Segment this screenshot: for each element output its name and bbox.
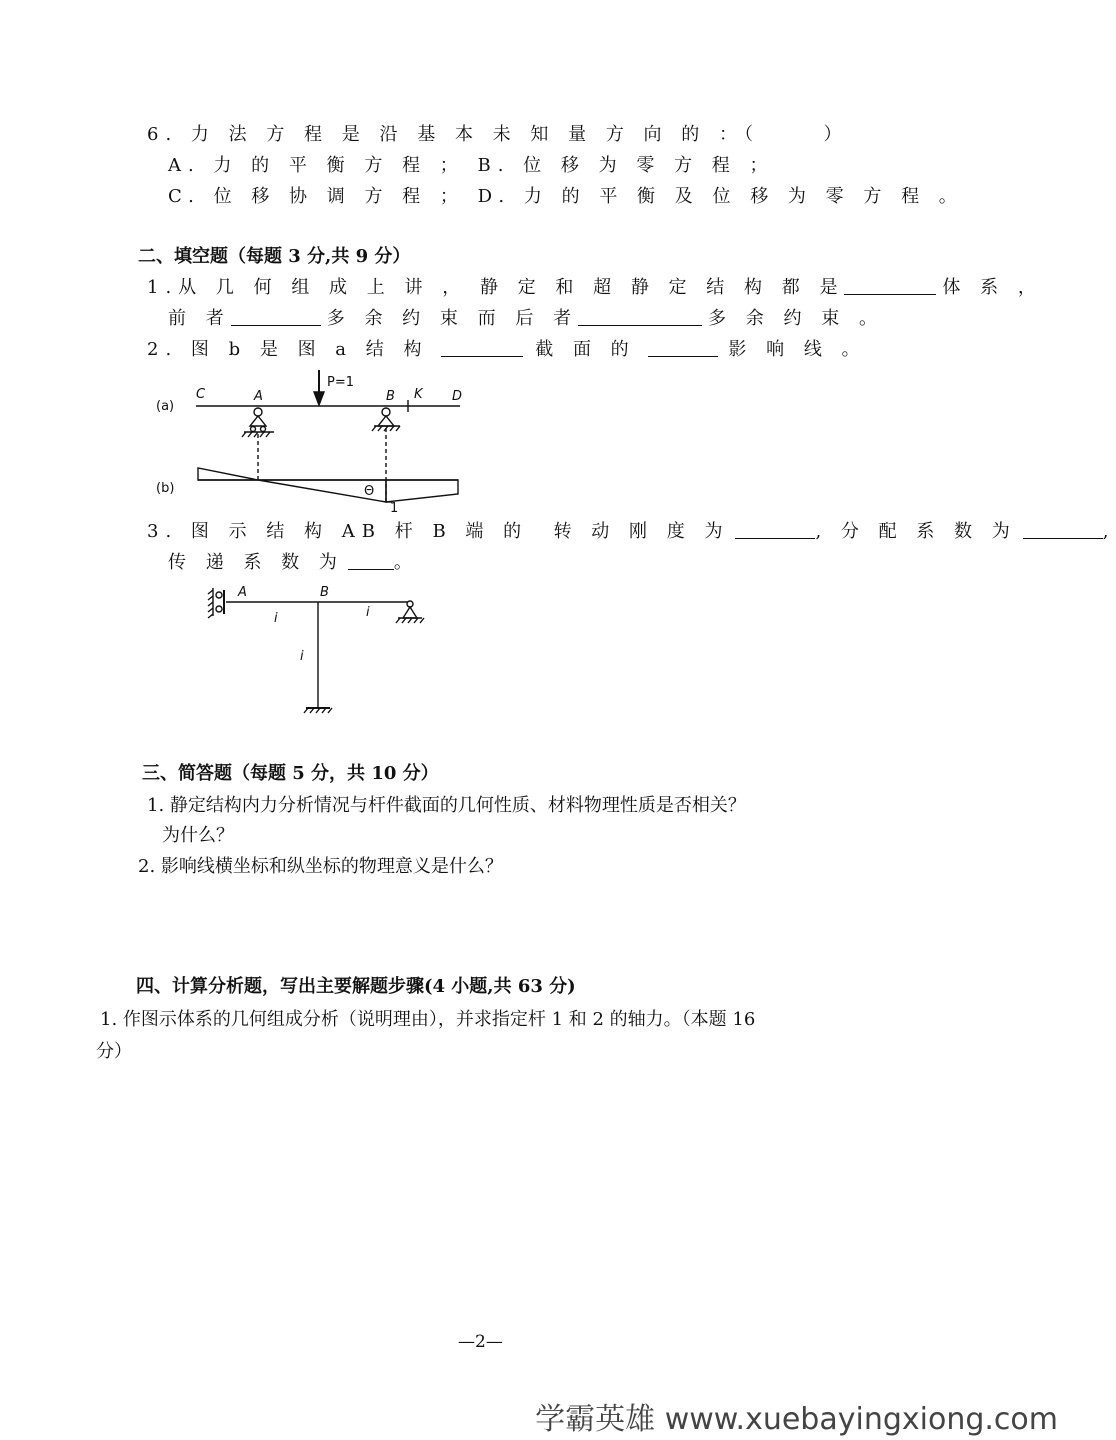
support-a-triangle xyxy=(250,416,266,426)
q6-option-a: A. 力 的 平 衡 方 程 ； xyxy=(168,155,465,176)
clamp-a-roller-top xyxy=(216,592,222,598)
s2-q1-text-a: 1.从 几 何 组 成 上 讲 ， 静 定 和 超 静 定 结 构 都 是 xyxy=(147,277,845,298)
s2-q3-line1 xyxy=(147,521,1116,543)
s2-q3-blank1 xyxy=(735,522,815,539)
q6-option-d: D. 力 的 平 衡 及 位 移 为 零 方 程 。 xyxy=(477,186,964,207)
label-k: K xyxy=(414,387,423,402)
s2-q1-line1 xyxy=(147,277,1043,299)
frame-label-a: A xyxy=(238,585,247,600)
label-p: P=1 xyxy=(327,375,355,390)
s2-q2-text-c: 影 响 线 。 xyxy=(728,339,867,360)
label-c: C xyxy=(196,387,206,402)
page-number: —2— xyxy=(458,1332,503,1352)
s3-q1-line1: 1. 静定结构内力分析情况与杆件截面的几何性质、材料物理性质是否相关？ xyxy=(147,795,746,816)
right-support-triangle xyxy=(403,607,417,618)
s2-q3-blank2 xyxy=(1023,522,1103,539)
frame-label-i1: i xyxy=(274,611,278,626)
q6-stem: 6. 力 法 方 程 是 沿 基 本 未 知 量 方 向 的 ：（ ） xyxy=(147,124,849,145)
s2-q3-text-c: , xyxy=(1102,521,1116,542)
fig-a-label: (a) xyxy=(156,399,175,414)
section2-title: 二、填空题（每题 3 分,共 9 分） xyxy=(138,246,411,267)
s2-q1-blank3 xyxy=(578,309,702,326)
support-a-pin xyxy=(254,408,262,416)
q6-options-ab xyxy=(168,155,775,177)
fig-b-label: (b) xyxy=(156,481,175,496)
s2-q2-blank2 xyxy=(648,340,718,357)
s4-q1-line1: 1. 作图示体系的几何组成分析（说明理由），并求指定杆 1 和 2 的轴力。（本题 16 xyxy=(100,1009,756,1030)
s2-q2-line xyxy=(147,339,867,361)
frame-label-i3: i xyxy=(300,649,304,664)
watermark: 学霸英雄 www.xuebayingxiong.com xyxy=(535,1402,1058,1437)
right-support-hatch xyxy=(396,618,424,623)
il-right-region xyxy=(386,480,458,502)
q6-options-cd xyxy=(168,186,964,208)
influence-line-figure xyxy=(140,362,480,518)
s3-q2: 2. 影响线横坐标和纵坐标的物理意义是什么？ xyxy=(138,856,503,877)
s3-q1-line2: 为什么？ xyxy=(162,825,234,846)
support-a-roller-right xyxy=(261,427,266,432)
s2-q2-text-b: 截 面 的 xyxy=(535,339,636,360)
s2-q3-text-e: 。 xyxy=(393,552,419,573)
s2-q1-blank1 xyxy=(844,278,936,295)
q6-option-b: B. 位 移 为 零 方 程 ； xyxy=(477,155,775,176)
clamp-a-hatch xyxy=(208,590,213,618)
frame-label-b: B xyxy=(320,585,329,600)
section4-title: 四、计算分析题，写出主要解题步骤(4 小题,共 63 分) xyxy=(136,976,576,997)
label-b: B xyxy=(386,389,395,404)
s2-q1-text-e: 多 余 约 束 。 xyxy=(708,308,884,329)
s2-q1-blank2 xyxy=(231,309,321,326)
support-a-roller-left xyxy=(251,427,256,432)
section3-title: 三、简答题（每题 5 分，共 10 分） xyxy=(142,763,439,784)
s2-q3-blank3 xyxy=(348,553,394,570)
support-b-triangle xyxy=(378,416,394,426)
s2-q3-text-a: 3. 图 示 结 构 AB 杆 B 端 的 转 动 刚 度 为 xyxy=(147,521,730,542)
label-a: A xyxy=(254,389,263,404)
s2-q3-line2 xyxy=(168,552,419,574)
q6-option-c: C. 位 移 协 调 方 程 ； xyxy=(168,186,465,207)
s2-q2-blank1 xyxy=(441,340,523,357)
s2-q3-text-d: 传 递 系 数 为 xyxy=(168,552,344,573)
frame-figure xyxy=(196,578,436,724)
s2-q1-text-c: 前 者 xyxy=(168,308,231,329)
s2-q1-text-b: 体 系 ， xyxy=(942,277,1043,298)
s2-q1-line2 xyxy=(168,308,884,330)
label-d: D xyxy=(452,389,463,404)
clamp-a-roller-bottom xyxy=(216,606,222,612)
label-one: 1 xyxy=(390,501,399,516)
load-arrow-head xyxy=(314,392,324,405)
s2-q3-text-b: , 分 配 系 数 为 xyxy=(815,521,1017,542)
s2-q1-text-d: 多 余 约 束 而 后 者 xyxy=(326,308,579,329)
s2-q2-text-a: 2. 图 b 是 图 a 结 构 xyxy=(147,339,429,360)
frame-label-i2: i xyxy=(366,605,370,620)
s4-q1-line2: 分） xyxy=(96,1041,132,1062)
support-a-hatch xyxy=(242,432,270,437)
il-left-region xyxy=(198,468,258,480)
label-theta: Θ xyxy=(364,484,375,499)
support-b-pin xyxy=(382,408,390,416)
